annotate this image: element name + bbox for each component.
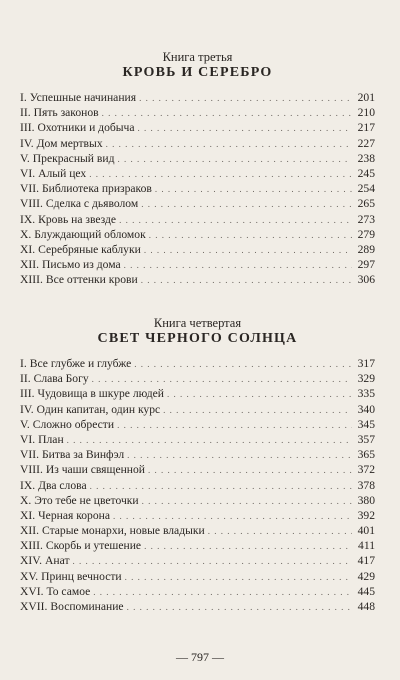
toc-entry	[20, 151, 375, 166]
toc-entry	[20, 181, 375, 196]
chapter-number: VI.	[20, 166, 36, 180]
book-three-section	[20, 50, 375, 287]
chapter-page-number: 317	[357, 357, 375, 370]
chapter-page-number: 238	[357, 151, 375, 165]
dot-leader	[155, 182, 352, 197]
chapter-number: IX.	[20, 478, 36, 492]
chapter-number: VIII.	[20, 197, 43, 211]
chapter-number: VIII.	[20, 463, 43, 477]
chapter-page-number: 289	[357, 242, 375, 256]
toc-entry	[20, 462, 375, 477]
dot-leader	[142, 494, 352, 509]
toc-entry	[20, 508, 375, 523]
dot-leader	[118, 152, 353, 167]
dot-leader	[117, 418, 352, 433]
chapter-page-number: 279	[357, 227, 375, 241]
chapter-title: План	[38, 432, 64, 446]
chapter-title: Черная корона	[38, 508, 110, 522]
toc-entry	[20, 599, 375, 614]
chapter-number: IX.	[20, 212, 36, 226]
book-four-toc	[20, 356, 375, 614]
book-four-title: СВЕТ ЧЕРНОГО СОЛНЦА	[97, 331, 298, 346]
toc-entry	[20, 523, 375, 538]
chapter-number: XIII.	[20, 273, 43, 287]
chapter-title: Из чаши священной	[45, 463, 146, 477]
chapter-number: I.	[20, 357, 27, 370]
dot-leader	[139, 91, 352, 106]
chapter-number: I.	[20, 91, 27, 104]
chapter-title: Один капитан, один курс	[36, 402, 161, 416]
chapter-number: X.	[20, 227, 32, 241]
dot-leader	[134, 357, 352, 372]
dot-leader	[148, 463, 352, 478]
toc-entry	[20, 257, 375, 272]
chapter-page-number: 297	[357, 258, 375, 272]
chapter-number: XIII.	[20, 539, 43, 553]
chapter-number: XI.	[20, 508, 36, 522]
toc-entry	[20, 242, 375, 257]
toc-entry	[20, 272, 375, 287]
chapter-title: Все оттенки крови	[45, 273, 138, 287]
chapter-title: Алый цех	[38, 166, 87, 180]
book-four-label: Книга четвертая	[153, 316, 242, 330]
chapter-page-number: 254	[357, 182, 375, 196]
dot-leader	[144, 243, 352, 258]
dot-leader	[124, 258, 352, 273]
dot-leader	[89, 167, 352, 182]
dot-leader	[67, 433, 352, 448]
chapter-page-number: 380	[357, 493, 375, 507]
chapter-title: Охотники и добыча	[37, 121, 135, 135]
dot-leader	[90, 479, 352, 494]
chapter-page-number: 372	[357, 463, 375, 477]
toc-entry	[20, 120, 375, 135]
toc-entry	[20, 432, 375, 447]
chapter-number: XIV.	[20, 554, 43, 568]
book-four-section	[20, 316, 375, 614]
toc-entry	[20, 538, 375, 553]
chapter-page-number: 217	[357, 121, 375, 135]
chapter-page-number: 345	[357, 417, 375, 431]
chapter-title: Блуждающий обломок	[34, 227, 146, 241]
toc-entry	[20, 136, 375, 151]
chapter-title: Сложно обрести	[32, 417, 115, 431]
chapter-page-number: 401	[357, 524, 375, 538]
dot-leader	[125, 570, 352, 585]
chapter-page-number: 340	[357, 402, 375, 416]
chapter-page-number: 429	[357, 569, 375, 583]
chapter-number: IV.	[20, 136, 34, 150]
chapter-title: Воспоминание	[50, 600, 124, 613]
toc-entry	[20, 227, 375, 242]
chapter-page-number: 210	[357, 106, 375, 120]
chapter-number: VI.	[20, 432, 36, 446]
chapter-number: II.	[20, 372, 31, 386]
page-number: — 797 —	[176, 650, 224, 664]
chapter-number: V.	[20, 151, 30, 165]
chapter-title: Серебряные каблуки	[38, 242, 141, 256]
chapter-title: Дом мертвых	[36, 136, 103, 150]
toc-entry	[20, 553, 375, 568]
dot-leader	[73, 554, 352, 569]
chapter-page-number: 445	[357, 584, 375, 598]
chapter-title: Принц вечности	[41, 569, 122, 583]
dot-leader	[93, 585, 352, 600]
book-three-label: Книга третья	[162, 50, 233, 64]
chapter-number: XV.	[20, 569, 39, 583]
chapter-page-number: 378	[357, 478, 375, 492]
chapter-page-number: 245	[357, 166, 375, 180]
chapter-title: Скорбь и утешение	[45, 539, 142, 553]
toc-entry	[20, 402, 375, 417]
chapter-number: VII.	[20, 182, 39, 196]
chapter-title: Пять законов	[33, 106, 99, 120]
dot-leader	[149, 228, 352, 243]
dot-leader	[167, 387, 352, 402]
dot-leader	[119, 213, 352, 228]
chapter-page-number: 227	[357, 136, 375, 150]
chapter-number: XVII.	[20, 600, 48, 613]
chapter-number: III.	[20, 121, 35, 135]
chapter-title: Слава Богу	[33, 372, 89, 386]
chapter-title: Все глубже и глубже	[29, 357, 132, 370]
book-three-toc	[20, 90, 375, 287]
toc-entry	[20, 569, 375, 584]
dot-leader	[163, 403, 352, 418]
toc-entry	[20, 90, 375, 105]
chapter-title: Чудовища в шкуре людей	[37, 387, 164, 401]
toc-entry	[20, 356, 375, 371]
chapter-title: Успешные начинания	[29, 91, 137, 104]
chapter-title: Старые монархи, новые владыки	[42, 524, 205, 538]
chapter-page-number: 411	[358, 539, 375, 553]
toc-entry	[20, 417, 375, 432]
chapter-page-number: 329	[357, 372, 375, 386]
dot-leader	[138, 121, 352, 136]
chapter-page-number: 201	[357, 91, 375, 104]
toc-entry	[20, 493, 375, 508]
chapter-title: Битва за Винфэл	[42, 448, 125, 462]
toc-entry	[20, 166, 375, 181]
dot-leader	[106, 137, 352, 152]
dot-leader	[102, 106, 352, 121]
chapter-page-number: 392	[357, 508, 375, 522]
chapter-title: Прекрасный вид	[32, 151, 115, 165]
toc-entry	[20, 105, 375, 120]
dot-leader	[127, 448, 352, 463]
chapter-page-number: 306	[357, 273, 375, 287]
chapter-page-number: 265	[357, 197, 375, 211]
chapter-title: Два слова	[38, 478, 87, 492]
toc-entry	[20, 447, 375, 462]
toc-entry	[20, 478, 375, 493]
chapter-title: Письмо из дома	[42, 258, 121, 272]
chapter-title: Кровь на звезде	[38, 212, 117, 226]
toc-entry	[20, 386, 375, 401]
dot-leader	[92, 372, 352, 387]
chapter-number: XII.	[20, 524, 39, 538]
chapter-number: II.	[20, 106, 31, 120]
chapter-number: XVI.	[20, 584, 44, 598]
chapter-number: VII.	[20, 448, 39, 462]
dot-leader	[113, 509, 352, 524]
chapter-title: Анат	[45, 554, 70, 568]
chapter-page-number: 273	[357, 212, 375, 226]
chapter-page-number: 365	[357, 448, 375, 462]
toc-entry	[20, 584, 375, 599]
chapter-title: Это тебе не цветочки	[34, 493, 139, 507]
book-three-title: КРОВЬ И СЕРЕБРО	[122, 65, 273, 80]
chapter-page-number: 448	[357, 600, 375, 613]
dot-leader	[141, 197, 352, 212]
dot-leader	[127, 600, 352, 615]
toc-entry	[20, 196, 375, 211]
chapter-title: Сделка с дьяволом	[45, 197, 139, 211]
chapter-number: IV.	[20, 402, 34, 416]
dot-leader	[141, 273, 352, 288]
chapter-number: X.	[20, 493, 32, 507]
chapter-number: XI.	[20, 242, 36, 256]
chapter-page-number: 335	[357, 387, 375, 401]
chapter-page-number: 417	[357, 554, 375, 568]
chapter-number: V.	[20, 417, 30, 431]
chapter-number: XII.	[20, 258, 39, 272]
chapter-title: Библиотека призраков	[42, 182, 152, 196]
dot-leader	[144, 539, 352, 554]
dot-leader	[208, 524, 352, 539]
chapter-page-number: 357	[357, 432, 375, 446]
chapter-number: III.	[20, 387, 35, 401]
toc-entry	[20, 371, 375, 386]
chapter-title: То самое	[46, 584, 91, 598]
toc-entry	[20, 212, 375, 227]
